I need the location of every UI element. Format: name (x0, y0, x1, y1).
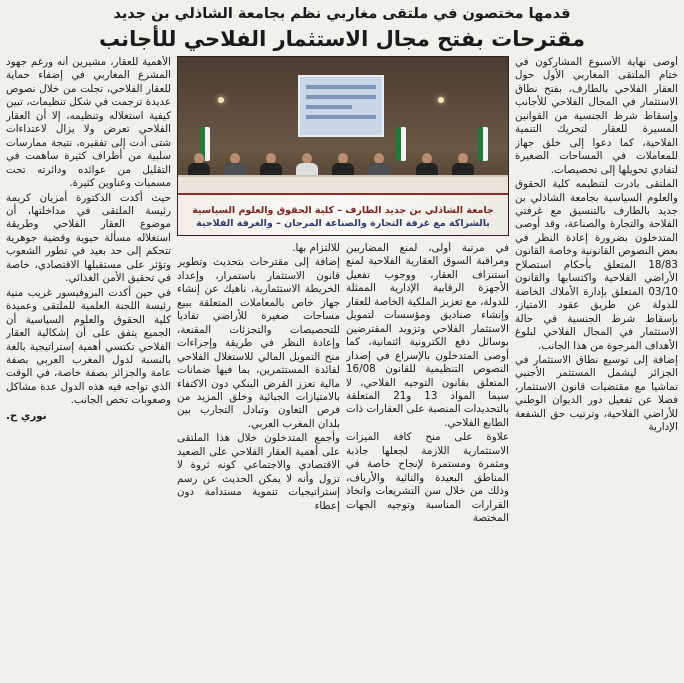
article-body (6, 56, 678, 676)
article-headline: مقترحات بفتح مجال الاستثمار الفلاحي للأجانب (98, 27, 586, 51)
paragraph: وأجمع المتدخلون خلال هذا الملتقى على أهمية العقار الفلاحي على الصعيد الاقتصادي والاجتماعي كونه ثروة لا تزول وأنه لا يمكن الحديث عن رسم إستراتيجيات تنموية مستدامة دون إعطاء (177, 432, 340, 512)
panelist (186, 153, 212, 177)
panelist (330, 153, 356, 177)
conference-photo (177, 56, 509, 236)
ceiling-light (438, 97, 444, 103)
paragraph: الملتقى بادرت لتنظيمه كلية الحقوق والعلوم السياسية بجامعة الشاذلي بن جديد بالطارف بالتنسيق مع غرفتي الفلاحة والتجارة والصناعة، وقد أوصى المتدخلون بضرورة إعادة النظر في بعض النصوص القانونية وخاصة القانون 18/83 المتعلق بأحكام استصلاح الأراضي الفلاحية واكتسابها والقانون 03/10 المتعلق بإدارة الأملاك الخاصة للدولة عن طريق عقود الامتياز، بإسقاط شرط الجنسية في حالة الاستثمار في المجال الفلاحي لبلوغ الأهداف المرجوة من هذا الجانب. (515, 178, 678, 352)
column-2 (346, 242, 509, 671)
flag-icon (396, 127, 406, 161)
banner-line-2: بالشراكة مع غرفة التجارة والصناعة المرجان – والغرفة الفلاحية (196, 218, 490, 229)
byline: نوري ح. (6, 409, 47, 422)
article-kicker: قدمها مختصون في ملتقى مغاربي نظم بجامعة الشاذلي بن جديد (113, 6, 571, 22)
paragraph: حيث أكدت الدكتورة أمزيان كريمة رئيسة الملتقى في مداخلتها، أن موضوع العقار الفلاحي وطريقة استغلاله مسألة حيوية وقضية جوهرية تتحكم إلى حد بعيد في تطور الشعوب وتؤثر على مستقبلها الاقتصادي، خاصة في تحقيق الأمن الغذائي. (6, 191, 171, 285)
panel-table (178, 175, 508, 195)
panelist (450, 153, 476, 177)
paragraph: في حين أكدت البروفيسور غريب منية رئيسة اللجنة العلمية للملتقى وعميدة كلية الحقوق والعلوم السياسية أن الجميع يتفق على أن إشكالية العقار الفلاحي تكتسي أهمية إستراتيجية بالغة بالنسبة لدول المغرب العربي بصفة عامة والجزائر بصفة خاصة، في الوقت الذي تواجه فيه هذه الدول عدة مشاكل وصعوبات تخص الجانب. (6, 286, 171, 407)
paragraph: علاوة على منح كافة الميزات الاستثمارية اللازمة لجعلها جاذبة ومثمرة ومستمرة لإنجاح خاصة في المناطق البعيدة والنائية والأرياف، وذلك من خلال سن التشريعات واتخاذ القرارات المناسبة وتوجيه الجهات المختصة (346, 431, 509, 525)
paragraph: إضافة إلى مقترحات بتحديث وتطوير قانون الاستثمار باستمرار، وإعداد الخريطة الاستثمارية، ناهيك عن إنشاء جهاز خاص بالمعاملات المتعلقة ببيع مساحات صغيرة للأراضي تفاديا للتحصيصات والتجزئات المقنعة، وإعادة النظر في طريقة وإجراءات منح التمويل المالي للاستغلال الفلاحي لفائدة المستثمرين، بما فيها ضمانات مالية تعزز القرض البنكي دون الاكتفاء بالامتيازات الجبائية وخلق المزيد من فرص التعاون وتبادل التجارب بين بلدان المغرب العربي. (177, 256, 340, 430)
paragraph: إضافة إلى توسيع نطاق الاستثمار في الجزائر ليشمل المستثمر الأجنبي تماشيا مع مقتضيات قانون الاستثمار، فضلا عن تفعيل دور الديوان الوطني للأراضي الفلاحية، وترتيب حق الشفعة الإدارية (515, 353, 678, 434)
event-banner (178, 193, 508, 236)
panelist (414, 153, 440, 177)
paragraph: للالتزام بها. (292, 242, 340, 254)
column-3 (177, 242, 340, 671)
flag-icon (478, 127, 488, 161)
banner-line-1: جامعة الشاذلي بن جديد الطارف – كلية الحقوق والعلوم السياسية (192, 205, 494, 216)
panelist (258, 153, 284, 177)
projection-screen (298, 75, 384, 137)
paragraph: في مرتبة أولى، لمنع المضاربين ومراقبة السوق العقارية الفلاحية لمنع استنزاف العقار، ووجوب تفعيل الأجهزة الرقابية الإدارية الممثلة للدولة، مع تعزيز الملكية الخاصة للعقار وإنشاء صناديق ومؤسسات لتمويل الاستثمار الفلاحي وتزويد المقترضين بوسائل دفع الكترونية ائتمانية، كما أوصى المتدخلون بالإسراع في إصدار النصوص التنظيمية للقانون 16/08 المتعلق بقانون التوجيه الفلاحي، لا سيما المواد 13 و21 المتعلقة بالتحديدات المنصبة على العقارات ذات الطابع الفلاحي. (346, 242, 509, 429)
panelist (222, 153, 248, 177)
paragraph: أوصى نهاية الأسبوع المشاركون في ختام الملتقى المغاربي الأول حول العقار الفلاحي بالطارف، بفتح نطاق الاستثمار في المجال الفلاحي للأجانب وإسقاط شرط الجنسية من القوانين المسيرة للعقار لتحريك التنمية الفلاحية، كما دعوا إلى خلق جهاز للمعاملات في المساحات الصغيرة لتفادي تحويلها إلى تحصيصات. (515, 56, 678, 176)
panelist (294, 153, 320, 177)
panelist (366, 153, 392, 177)
column-1 (515, 56, 678, 671)
column-4 (6, 56, 171, 671)
ceiling-light (218, 97, 224, 103)
paragraph: الأهمية للعقار، مشيرين أنه ورغم جهود المشرع المغاربي في إضفاء حماية للعقار الفلاحي، تجلت من خلال نصوص عديدة ترجمت في شكل تنظيمات، تبين كيفية استغلاله وتنظيمه، إلا أن العقار الفلاحي تعرض ولا يزال لاعتداءات شتى أدت إلى تفقيره، نتيجة ممارسات سلبية من أطراف كثيرة ساهمت في التقليل من عوائده ودائرته تحت مسميات وعناوين كثيرة. (6, 56, 171, 190)
